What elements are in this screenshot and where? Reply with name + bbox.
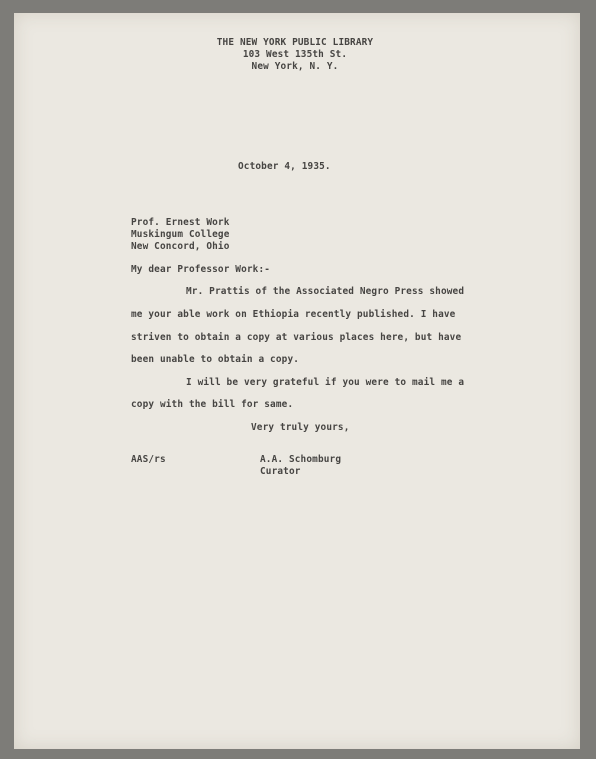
body-line: me your able work on Ethiopia recently published. I have xyxy=(131,309,456,320)
closing: Very truly yours, xyxy=(251,422,350,433)
salutation: My dear Professor Work:- xyxy=(131,264,271,275)
typist-initials: AAS/rs xyxy=(131,454,166,465)
body-line: copy with the bill for same. xyxy=(131,399,294,410)
recipient-name: Prof. Ernest Work xyxy=(131,217,230,228)
letter-page xyxy=(14,13,580,749)
letterhead-institution: THE NEW YORK PUBLIC LIBRARY xyxy=(216,37,374,48)
letterhead-city: New York, N. Y. xyxy=(251,61,339,72)
recipient-location: New Concord, Ohio xyxy=(131,241,230,252)
body-line: Mr. Prattis of the Associated Negro Press showed xyxy=(186,286,465,297)
signature-title: Curator xyxy=(260,466,301,477)
body-line: striven to obtain a copy at various places here, but have xyxy=(131,332,462,343)
letter-date: October 4, 1935. xyxy=(238,161,331,172)
body-line: I will be very grateful if you were to mail me a xyxy=(186,377,465,388)
recipient-institution: Muskingum College xyxy=(131,229,230,240)
letterhead-street: 103 West 135th St. xyxy=(242,49,348,60)
signature-name: A.A. Schomburg xyxy=(260,454,342,465)
body-line: been unable to obtain a copy. xyxy=(131,354,300,365)
